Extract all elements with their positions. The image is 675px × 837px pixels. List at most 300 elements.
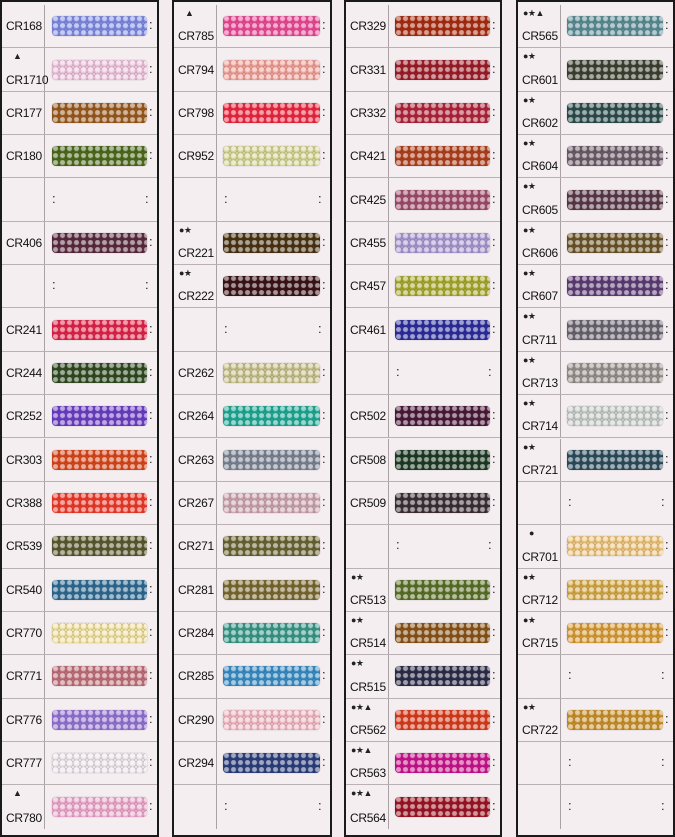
bead-swatch (223, 450, 320, 470)
bead-code: CR221 (178, 246, 214, 261)
property-symbols: ●★ (523, 398, 536, 409)
swatch-marker: : (149, 17, 153, 33)
bead-code: CR267 (178, 496, 214, 511)
bead-code: CR331 (350, 62, 386, 77)
code-cell (346, 395, 389, 437)
code-cell (174, 395, 217, 437)
code-cell (518, 135, 561, 177)
property-symbols: ●★ (523, 51, 536, 62)
code-cell (2, 395, 45, 437)
bead-swatch (567, 536, 663, 556)
swatch-marker: : (492, 17, 496, 33)
code-cell (2, 699, 45, 741)
bead-code: CR776 (6, 712, 42, 727)
empty-marker: : (568, 754, 572, 770)
bead-code: CR177 (6, 105, 42, 120)
bead-swatch (395, 60, 490, 80)
bead-swatch (52, 797, 147, 817)
swatch-marker: : (665, 190, 669, 206)
bead-code: CR785 (178, 29, 214, 44)
bead-code: CR332 (350, 105, 386, 120)
code-cell (174, 48, 217, 90)
bead-code: CR604 (522, 159, 558, 174)
code-cell (518, 265, 561, 307)
bead-code: CR513 (350, 592, 386, 607)
swatch-marker: : (322, 580, 326, 596)
bead-row (518, 92, 673, 135)
bead-code: CR329 (350, 19, 386, 34)
bead-code: CR564 (350, 810, 386, 825)
bead-code: CR509 (350, 496, 386, 511)
code-cell (2, 742, 45, 784)
empty-marker: : (396, 363, 400, 379)
swatch-marker: : (665, 60, 669, 76)
swatch-marker: : (492, 797, 496, 813)
bead-swatch (395, 753, 490, 773)
property-symbols: ●★ (523, 224, 536, 235)
bead-row (174, 569, 330, 612)
bead-row (174, 439, 330, 482)
bead-code: CR515 (350, 679, 386, 694)
empty-marker: : (568, 797, 572, 813)
bead-code: CR607 (522, 289, 558, 304)
code-cell (2, 48, 49, 90)
code-cell (2, 308, 45, 350)
bead-swatch (52, 710, 147, 730)
bead-swatch (567, 406, 663, 426)
bead-row (518, 742, 673, 785)
code-cell (518, 48, 561, 90)
code-cell (174, 178, 217, 220)
swatch-marker: : (149, 537, 153, 553)
code-cell (2, 569, 45, 611)
swatch-marker: : (149, 624, 153, 640)
bead-swatch (395, 406, 490, 426)
bead-row (174, 265, 330, 308)
swatch-marker: : (492, 147, 496, 163)
code-cell (518, 612, 561, 654)
bead-row (2, 439, 157, 482)
code-cell (174, 92, 217, 134)
swatch-marker: : (322, 710, 326, 726)
bead-code: CR271 (178, 539, 214, 554)
bead-swatch (52, 623, 147, 643)
bead-row (174, 699, 330, 742)
property-symbols: ●★ (523, 94, 536, 105)
swatch-marker: : (492, 277, 496, 293)
swatch-marker: : (492, 320, 496, 336)
bead-code: CR455 (350, 235, 386, 250)
empty-marker: : (396, 537, 400, 553)
bead-swatch (223, 103, 320, 123)
bead-row (2, 482, 157, 525)
empty-marker: : (661, 494, 665, 510)
bead-swatch (567, 146, 663, 166)
empty-marker: : (224, 190, 228, 206)
empty-marker: : (661, 667, 665, 683)
bead-row (2, 352, 157, 395)
bead-row (174, 655, 330, 698)
bead-code: CR262 (178, 365, 214, 380)
swatch-marker: : (149, 710, 153, 726)
empty-marker: : (318, 190, 322, 206)
bead-row (346, 569, 500, 612)
bead-code: CR701 (522, 549, 558, 564)
swatch-marker: : (149, 667, 153, 683)
bead-row (346, 48, 500, 91)
swatch-marker: : (665, 17, 669, 33)
bead-row (174, 135, 330, 178)
bead-row (346, 308, 500, 351)
swatch-marker: : (492, 754, 496, 770)
bead-swatch (52, 146, 147, 166)
code-cell (518, 308, 561, 350)
bead-row (346, 785, 500, 828)
code-cell (2, 525, 45, 567)
bead-code: CR290 (178, 712, 214, 727)
bead-swatch (395, 103, 490, 123)
bead-swatch (223, 60, 320, 80)
bead-swatch (567, 16, 663, 36)
chart-column (0, 0, 159, 837)
code-cell (518, 439, 561, 481)
bead-swatch (52, 666, 147, 686)
bead-swatch (395, 450, 490, 470)
bead-code: CR798 (178, 105, 214, 120)
code-cell (2, 135, 45, 177)
code-cell (2, 92, 45, 134)
swatch-marker: : (492, 233, 496, 249)
code-cell (518, 352, 561, 394)
code-cell (346, 569, 389, 611)
code-cell (174, 265, 217, 307)
bead-swatch (223, 753, 320, 773)
bead-swatch (52, 753, 147, 773)
bead-code: CR406 (6, 235, 42, 250)
bead-code: CR241 (6, 322, 42, 337)
code-cell (174, 569, 217, 611)
bead-swatch (52, 60, 147, 80)
bead-swatch (223, 16, 320, 36)
bead-row (2, 742, 157, 785)
bead-row (518, 525, 673, 568)
swatch-marker: : (665, 233, 669, 249)
bead-code: CR303 (6, 452, 42, 467)
bead-swatch (567, 190, 663, 210)
code-cell (2, 178, 45, 220)
bead-swatch (52, 320, 147, 340)
bead-row (518, 612, 673, 655)
property-symbols: ●★ (351, 658, 364, 669)
code-cell (518, 482, 561, 524)
property-symbols: ▲ (13, 51, 22, 62)
swatch-marker: : (149, 103, 153, 119)
code-cell (2, 785, 45, 828)
bead-swatch (567, 580, 663, 600)
empty-marker: : (661, 797, 665, 813)
bead-code: CR715 (522, 636, 558, 651)
swatch-marker: : (322, 277, 326, 293)
bead-code: CR284 (178, 626, 214, 641)
bead-row (174, 525, 330, 568)
bead-swatch (52, 580, 147, 600)
code-cell (346, 785, 389, 828)
swatch-marker: : (492, 407, 496, 423)
swatch-marker: : (149, 320, 153, 336)
bead-row (518, 135, 673, 178)
bead-code: CR780 (6, 810, 42, 825)
bead-code: CR794 (178, 62, 214, 77)
bead-swatch (223, 233, 320, 253)
empty-marker: : (661, 754, 665, 770)
bead-row (174, 308, 330, 351)
code-cell (346, 222, 389, 264)
bead-row (174, 612, 330, 655)
bead-row (518, 569, 673, 612)
bead-swatch (395, 580, 490, 600)
bead-swatch (567, 623, 663, 643)
property-symbols: ●★ (351, 571, 364, 582)
code-cell (346, 699, 389, 741)
bead-code: CR252 (6, 409, 42, 424)
property-symbols: ●★ (523, 571, 536, 582)
bead-row (518, 352, 673, 395)
swatch-marker: : (322, 407, 326, 423)
swatch-marker: : (322, 233, 326, 249)
bead-code: CR514 (350, 636, 386, 651)
bead-code: CR539 (6, 539, 42, 554)
code-cell (518, 395, 561, 437)
bead-code: CR605 (522, 202, 558, 217)
bead-code: CR285 (178, 669, 214, 684)
bead-swatch (395, 320, 490, 340)
bead-row (518, 48, 673, 91)
code-cell (518, 742, 561, 784)
bead-swatch (223, 146, 320, 166)
code-cell (346, 48, 389, 90)
swatch-marker: : (322, 537, 326, 553)
bead-row (346, 439, 500, 482)
property-symbols: ●★ (523, 614, 536, 625)
property-symbols: ●★ (351, 614, 364, 625)
bead-row (346, 699, 500, 742)
bead-swatch (567, 233, 663, 253)
bead-swatch (52, 103, 147, 123)
swatch-marker: : (322, 60, 326, 76)
swatch-marker: : (665, 363, 669, 379)
code-cell (2, 5, 45, 47)
bead-row (2, 525, 157, 568)
bead-row (346, 222, 500, 265)
bead-row (518, 222, 673, 265)
code-cell (2, 352, 45, 394)
empty-marker: : (488, 363, 492, 379)
bead-swatch (395, 493, 490, 513)
swatch-marker: : (149, 147, 153, 163)
bead-swatch (223, 493, 320, 513)
bead-swatch (395, 710, 490, 730)
bead-swatch (223, 536, 320, 556)
bead-swatch (395, 233, 490, 253)
bead-row (174, 48, 330, 91)
swatch-marker: : (665, 710, 669, 726)
code-cell (174, 655, 217, 697)
code-cell (174, 352, 217, 394)
bead-code: CR294 (178, 756, 214, 771)
property-symbols: ●★ (523, 138, 536, 149)
swatch-marker: : (322, 494, 326, 510)
swatch-marker: : (492, 450, 496, 466)
property-symbols: ●★ (523, 311, 536, 322)
swatch-marker: : (322, 103, 326, 119)
swatch-marker: : (492, 190, 496, 206)
property-symbols: ●★▲ (351, 744, 372, 755)
code-cell (174, 742, 217, 784)
code-cell (174, 525, 217, 567)
swatch-marker: : (492, 624, 496, 640)
swatch-marker: : (665, 580, 669, 596)
swatch-marker: : (149, 450, 153, 466)
swatch-marker: : (492, 667, 496, 683)
empty-marker: : (145, 190, 149, 206)
swatch-marker: : (665, 624, 669, 640)
bead-code: CR457 (350, 279, 386, 294)
property-symbols: ●★ (523, 268, 536, 279)
property-symbols: ●★ (523, 354, 536, 365)
bead-code: CR606 (522, 246, 558, 261)
bead-code: CR180 (6, 149, 42, 164)
bead-swatch (395, 190, 490, 210)
bead-row (2, 178, 157, 221)
swatch-marker: : (665, 320, 669, 336)
bead-code: CR714 (522, 419, 558, 434)
code-cell (2, 439, 45, 481)
bead-code: CR713 (522, 376, 558, 391)
property-symbols: ●★▲ (523, 8, 544, 18)
swatch-marker: : (322, 363, 326, 379)
swatch-marker: : (492, 60, 496, 76)
bead-code: CR263 (178, 452, 214, 467)
bead-row (346, 482, 500, 525)
swatch-marker: : (492, 580, 496, 596)
bead-code: CR602 (522, 116, 558, 131)
bead-row (174, 178, 330, 221)
bead-swatch (395, 797, 490, 817)
bead-swatch (567, 103, 663, 123)
bead-code: CR721 (522, 462, 558, 477)
swatch-marker: : (322, 667, 326, 683)
bead-swatch (395, 623, 490, 643)
bead-code: CR281 (178, 582, 214, 597)
swatch-marker: : (665, 537, 669, 553)
bead-row (2, 308, 157, 351)
bead-swatch (52, 493, 147, 513)
swatch-marker: : (322, 624, 326, 640)
bead-swatch (223, 363, 320, 383)
bead-row (174, 5, 330, 48)
code-cell (174, 439, 217, 481)
bead-row (346, 525, 500, 568)
swatch-marker: : (149, 407, 153, 423)
code-cell (346, 612, 389, 654)
bead-swatch (52, 450, 147, 470)
code-cell (174, 222, 217, 264)
code-cell (174, 785, 217, 828)
property-symbols: ●★ (179, 268, 192, 279)
code-cell (518, 92, 561, 134)
code-cell (346, 92, 389, 134)
code-cell (518, 178, 561, 220)
code-cell (346, 482, 389, 524)
bead-row (346, 655, 500, 698)
bead-code: CR562 (350, 722, 386, 737)
code-cell (518, 222, 561, 264)
bead-code: CR425 (350, 192, 386, 207)
bead-row (2, 569, 157, 612)
code-cell (346, 5, 389, 47)
bead-swatch (395, 666, 490, 686)
code-cell (174, 699, 217, 741)
bead-row (2, 92, 157, 135)
bead-code: CR168 (6, 19, 42, 34)
bead-swatch (223, 276, 320, 296)
swatch-marker: : (322, 17, 326, 33)
bead-swatch (52, 406, 147, 426)
empty-marker: : (318, 320, 322, 336)
bead-swatch (567, 450, 663, 470)
bead-swatch (223, 623, 320, 643)
bead-row (174, 785, 330, 828)
bead-row (346, 612, 500, 655)
bead-row (518, 178, 673, 221)
bead-row (2, 5, 157, 48)
bead-swatch (52, 536, 147, 556)
bead-row (174, 222, 330, 265)
bead-row (518, 5, 673, 48)
code-cell (518, 785, 561, 828)
code-cell (174, 135, 217, 177)
swatch-marker: : (665, 103, 669, 119)
code-cell (518, 569, 561, 611)
bead-code: CR508 (350, 452, 386, 467)
chart-column (172, 0, 332, 837)
bead-row (174, 395, 330, 438)
bead-row (346, 352, 500, 395)
bead-swatch (395, 146, 490, 166)
bead-swatch (567, 276, 663, 296)
code-cell (518, 525, 561, 567)
swatch-marker: : (665, 277, 669, 293)
bead-swatch (223, 666, 320, 686)
empty-marker: : (52, 277, 56, 293)
code-cell (518, 699, 561, 741)
code-cell (174, 482, 217, 524)
bead-row (2, 222, 157, 265)
bead-swatch (567, 710, 663, 730)
bead-code: CR565 (522, 29, 558, 44)
property-symbols: ●★ (179, 224, 192, 235)
bead-swatch (223, 580, 320, 600)
bead-code: CR388 (6, 496, 42, 511)
empty-marker: : (318, 797, 322, 813)
bead-row (346, 5, 500, 48)
bead-code: CR540 (6, 582, 42, 597)
chart-column (516, 0, 675, 837)
code-cell (2, 612, 45, 654)
code-cell (346, 525, 389, 567)
bead-row (174, 92, 330, 135)
bead-code: CR563 (350, 766, 386, 781)
